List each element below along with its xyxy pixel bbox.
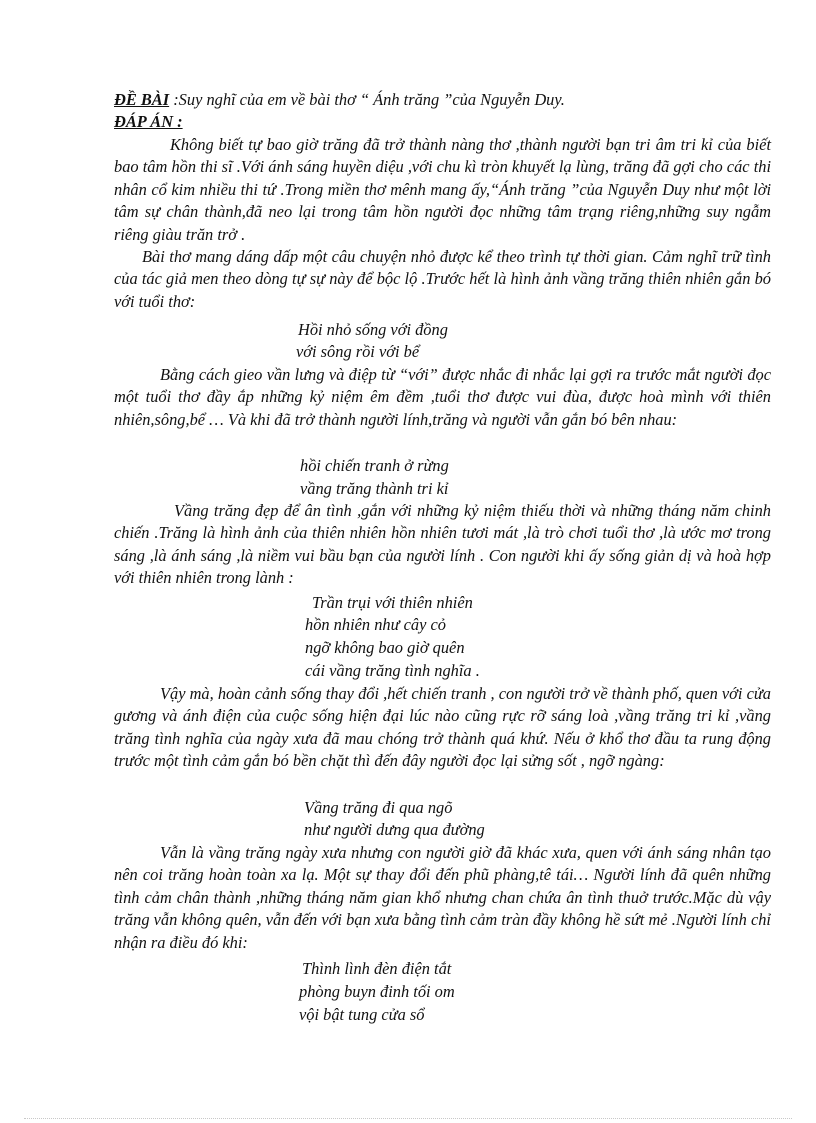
verse-line: như người dưng qua đường <box>304 820 485 839</box>
verse-line: vầng trăng thành tri kỉ <box>300 479 449 498</box>
paragraph-realization: Vẫn là vầng trăng ngày xưa nhưng con người giờ đã khác xưa, quen với ánh sáng nhân tạo nên coi trăng hoàn toàn xa lạ. Một sự thay đổi đến phũ phàng,tê tái… Người lính đã quên những tình cảm chân thành ,những tháng năm gian khổ nhưng chan chứa ân tình thuở trước.Mặc dù vậy trăng vẫn không quên, vẫn đến với bạn xưa bằng tình cảm tràn đầy không hề sứt mẻ .Người lính chỉ nhận ra điều đó khi: <box>114 843 771 952</box>
verse-line: với sông rồi với bể <box>296 342 420 361</box>
topic-heading <box>114 89 565 111</box>
topic-label: ĐỀ BÀI <box>114 90 170 109</box>
paragraph-city: Vậy mà, hoàn cảnh sống thay đổi ,hết chiến tranh , con người trở về thành phố, quen với cửa gương và ánh điện của cuộc sống hiện đại lúc nào cũng rực rỡ sáng loà ,vầng trăng tri kỉ ,vầng trăng tình nghĩa của ngày xưa đã mau chóng trở thành quá khứ. Nếu ở khổ thơ đầu ta rung động trước một tình cảm gắn bó bền chặt thì đến đây người đọc lại sửng sốt , ngỡ ngàng: <box>114 684 771 771</box>
paragraph-refrain: Bằng cách gieo vần lưng và điệp từ “với” được nhắc đi nhắc lại gợi ra trước mắt người đọc một tuổi thơ đầy ắp những kỷ niệm êm đềm ,tuổi thơ được vui đùa, được hoà mình với thiên nhiên,sông,bể … Và khi đã trở thành người lính,trăng và người vẫn gắn bó bên nhau: <box>114 365 771 429</box>
paragraph-childhood: Bài thơ mang dáng dấp một câu chuyện nhỏ được kể theo trình tự thời gian. Cảm nghĩ trữ tình của tác giả men theo dòng tự sự này để bộc lộ .Trước hết là hình ảnh vầng trăng thiên nhiên gắn bó với tuổi thơ: <box>114 247 771 311</box>
topic-text: :Suy nghĩ của em về bài thơ “ Ánh trăng ”của Nguyễn Duy. <box>169 90 565 109</box>
paragraph-intro: Không biết tự bao giờ trăng đã trở thành nàng thơ ,thành người bạn tri âm tri kỉ của biết bao tâm hồn thi sĩ .Với ánh sáng huyền diệu ,với chu kì tròn khuyết lạ lùng, trăng đã gợi cho các thi nhân cổ kim nhiều thi tứ .Trong miền thơ mênh mang ấy,“Ánh trăng ”của Nguyễn Duy như một lời tâm sự chân thành,đã neo lại trong tâm hồn người đọc những tâm trạng riêng,những suy ngẫm riêng giàu trăn trở . <box>114 135 771 244</box>
verse-line: hồi chiến tranh ở rừng <box>300 456 449 475</box>
paragraph-wartime: Vầng trăng đẹp để ân tình ,gắn với những kỷ niệm thiếu thời và những tháng năm chinh chiến .Trăng là hình ảnh của thiên nhiên hồn nhiên tươi mát ,là trò chơi tuổi thơ ,là ước mơ trong sáng ,là ánh sáng ,là niềm vui bầu bạn của người lính . Con người khi ấy sống giản dị và hoà hợp với thiên nhiên trong lành : <box>114 501 771 588</box>
verse-line: Trần trụi với thiên nhiên <box>312 593 473 612</box>
verse-line: Vầng trăng đi qua ngõ <box>304 798 453 817</box>
answer-label: ĐÁP ÁN : <box>114 112 183 131</box>
page-bottom-rule <box>24 1118 792 1119</box>
answer-heading <box>114 111 183 133</box>
verse-line: cái vầng trăng tình nghĩa . <box>305 661 480 680</box>
verse-line: phòng buyn đinh tối om <box>299 982 455 1001</box>
verse-line: Thình lình đèn điện tắt <box>302 959 452 978</box>
verse-line: ngỡ không bao giờ quên <box>305 638 465 657</box>
verse-line: vội bật tung cửa sổ <box>299 1005 425 1024</box>
verse-line: Hồi nhỏ sống với đồng <box>298 320 448 339</box>
verse-line: hồn nhiên như cây cỏ <box>305 615 446 634</box>
